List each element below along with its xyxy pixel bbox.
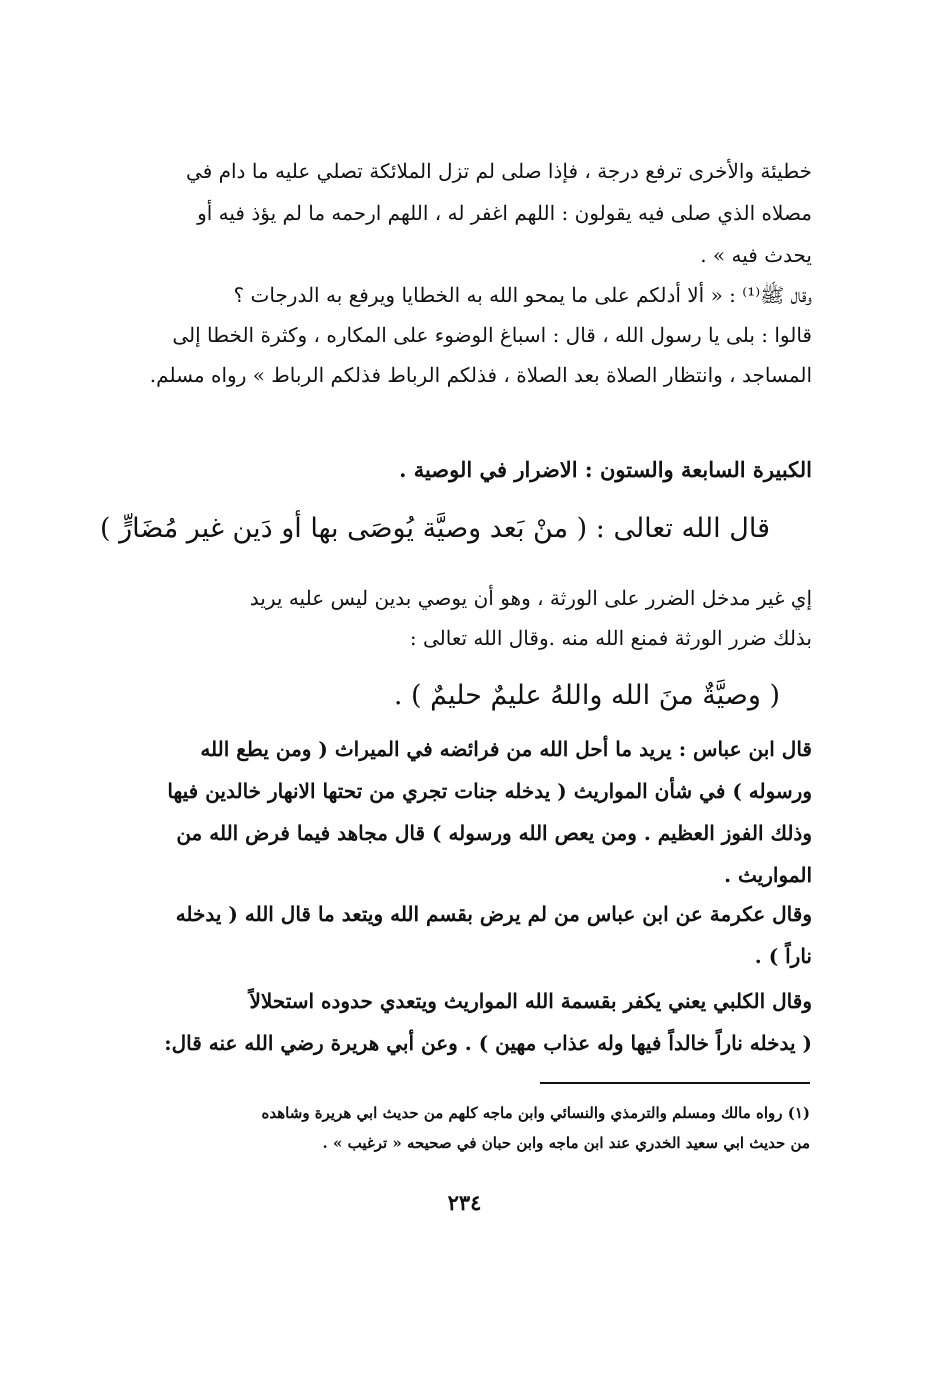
text-line: ناراً ) . <box>754 944 812 968</box>
text-line: قالوا : بلى يا رسول الله ، قال : اسباغ الوضوء على المكاره ، وكثرة الخطا إلى <box>172 323 812 347</box>
text-line: وذلك الفوز العظيم . ومن يعص الله ورسوله ) قال مجاهد فيما فرض الله من <box>176 821 812 845</box>
text-line: المواريث . <box>724 863 812 887</box>
text-line: خطيئة والأخرى ترفع درجة ، فإذا صلى لم تزل الملائكة تصلي عليه ما دام في <box>186 159 812 183</box>
page-number: ٢٣٤ <box>447 1190 482 1215</box>
paragraph-kalbi <box>130 980 812 1064</box>
quran-verse: قال الله تعالى : ( منْ بَعد وصيَّة يُوصَى بها أو دَين غير مُضَارٍّ ) <box>99 513 770 544</box>
quran-verse: ( وصيَّةٌ منَ الله واللهُ عليمٌ حليمٌ ) . <box>393 680 780 711</box>
text-line: المساجد ، وانتظار الصلاة بعد الصلاة ، فذلكم الرباط فذلكم الرباط » رواه مسلم. <box>149 363 812 387</box>
text-line: إي غير مدخل الضرر على الورثة ، وهو أن يوصي بدين ليس عليه يريد <box>249 586 812 610</box>
section-heading: الكبيرة السابعة والستون : الاضرار في الوصية . <box>399 457 812 482</box>
footnote-divider <box>540 1082 810 1084</box>
text-line: يحدث فيه » . <box>700 243 812 267</box>
text-line: وقال عكرمة عن ابن عباس من لم يرض بقسم الله ويتعد ما قال الله ( يدخله <box>175 902 812 926</box>
text-line: قال ابن عباس : يريد ما أحل الله من فرائضه في الميراث ( ومن يطع الله <box>200 737 812 761</box>
text-line: ورسوله ) في شأن المواريث ( يدخله جنات تجري من تحتها الانهار خالدين فيها <box>167 779 812 803</box>
paragraph-hadith-ribat <box>130 275 812 395</box>
text-line: مصلاه الذي صلى فيه يقولون : اللهم اغفر له ، اللهم ارحمه ما لم يؤذ فيه أو <box>197 201 812 225</box>
paragraph-hadith-continuation <box>130 150 812 276</box>
paragraph-ibn-abbas <box>130 728 812 896</box>
footnote-line: (١) رواه مالك ومسلم والترمذي والنسائي وابن ماجه كلهم من حديث ابي هريرة وشاهده <box>261 1104 810 1122</box>
footnote-line: من حديث ابي سعيد الخدري عند ابن ماجه وابن حبان في صحيحه « ترغيب » . <box>322 1134 810 1152</box>
footnote <box>120 1098 810 1158</box>
text-line: ( يدخله ناراً خالداً فيها وله عذاب مهين ) . وعن أبي هريرة رضي الله عنه قال: <box>164 1031 812 1055</box>
paragraph-ikrima <box>130 893 812 977</box>
text-line: بذلك ضرر الورثة فمنع الله منه .وقال الله تعالى : <box>409 626 812 650</box>
paragraph-verse-explanation <box>130 578 812 658</box>
text-line: وقال ﷺ⁽¹⁾ : « ألا أدلكم على ما يمحو الله به الخطايا ويرفع به الدرجات ؟ <box>233 283 812 307</box>
text-line: وقال الكلبي يعني يكفر بقسمة الله المواريث ويتعدي حدوده استحلالاً <box>249 989 812 1013</box>
